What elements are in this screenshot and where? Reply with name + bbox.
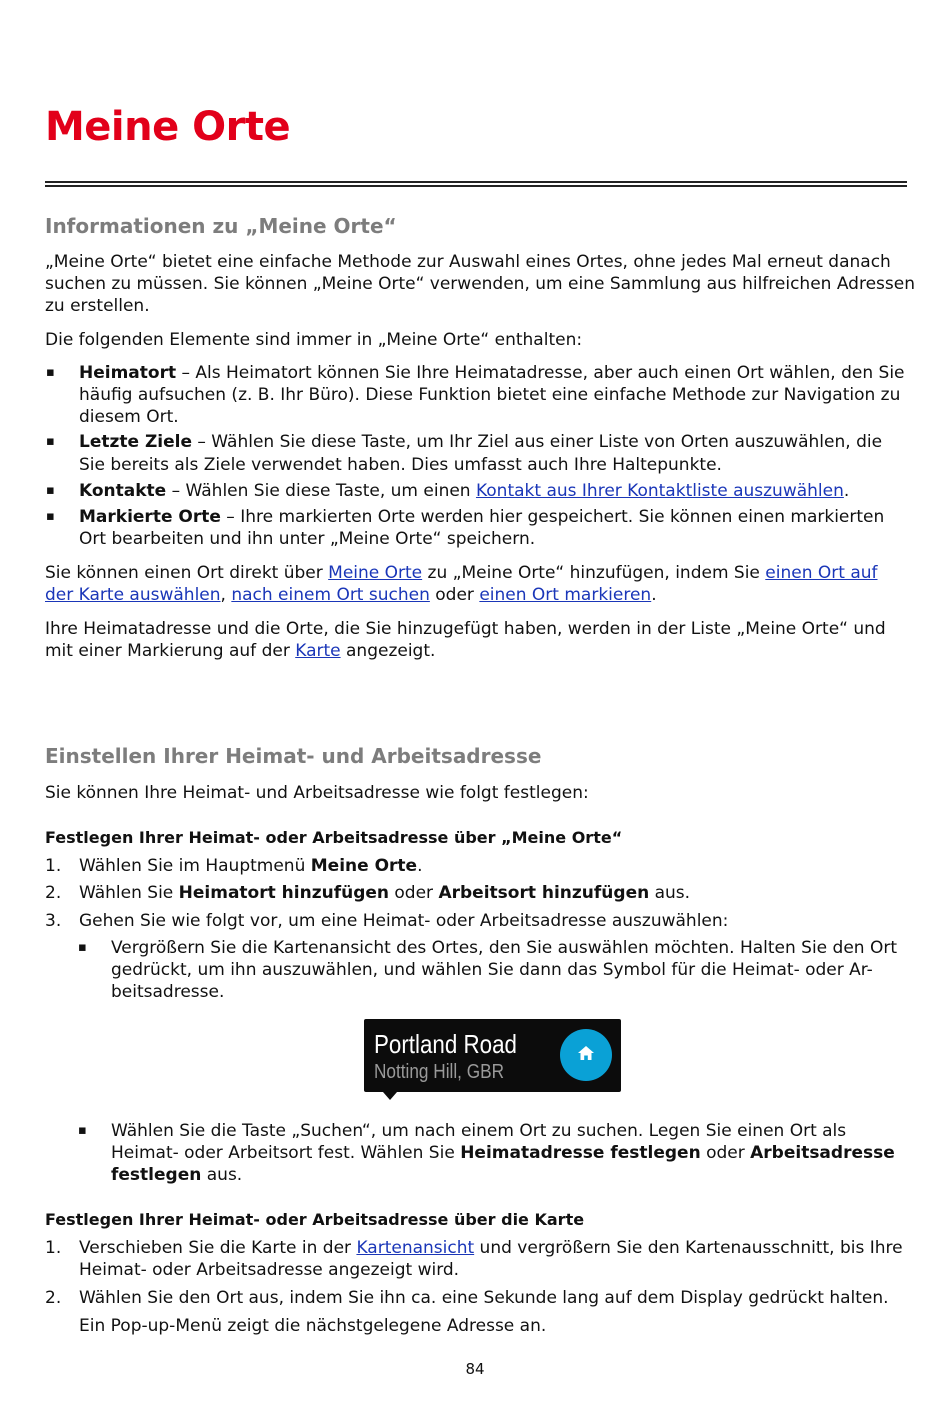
popup-subtitle: Notting Hill, GBR bbox=[374, 1061, 504, 1083]
address-popup bbox=[364, 1019, 621, 1092]
link-ort-markieren[interactable]: einen Ort markieren bbox=[479, 585, 652, 605]
home-button[interactable] bbox=[560, 1029, 612, 1081]
bullet-markierte-orte-line-2: Ort bearbeiten und ihn unter „Meine Orte“ speichern. bbox=[79, 529, 536, 549]
display-paragraph-line-1: Ihre Heimatadresse und die Orte, die Sie hinzugefügt haben, werden in der Liste „Meine Orte“ und bbox=[45, 619, 886, 639]
bullet-marker: ▪ bbox=[46, 365, 55, 380]
home-icon bbox=[576, 1043, 596, 1067]
add-paragraph-line-2: der Karte auswählen, nach einem Ort suchen oder einen Ort markieren. bbox=[45, 585, 657, 605]
bullet-letzte-ziele: Letzte Ziele – Wählen Sie diese Taste, um Ihr Ziel aus einer Liste von Orten auszuwählen, die bbox=[79, 432, 883, 452]
subheading-karte: Festlegen Ihrer Heimat- oder Arbeitsadresse über die Karte bbox=[45, 1210, 585, 1229]
subheading-meine-orte: Festlegen Ihrer Heimat- oder Arbeitsadresse über „Meine Orte“ bbox=[45, 828, 623, 847]
map-step-2-line-2: Ein Pop-up-Menü zeigt die nächstgelegene Adresse an. bbox=[79, 1316, 547, 1336]
popup-title: Portland Road bbox=[374, 1029, 517, 1059]
title-rule-bottom bbox=[45, 185, 907, 187]
bullet-letzte-ziele-line-2: Sie bereits als Ziele verwendet haben. Dies umfasst auch Ihre Haltepunkte. bbox=[79, 455, 722, 475]
sub-bullet-marker: ▪ bbox=[78, 940, 87, 955]
link-kontakt-auswaehlen[interactable]: Kontakt aus Ihrer Kontaktliste auszuwählen bbox=[475, 481, 844, 501]
bullet-term: Markierte Orte bbox=[79, 507, 221, 527]
section2-intro: Sie können Ihre Heimat- und Arbeitsadresse wie folgt festlegen: bbox=[45, 783, 589, 803]
section-heading-info: Informationen zu „Meine Orte“ bbox=[45, 214, 397, 238]
bullet-markierte-orte: Markierte Orte – Ihre markierten Orte werden hier gespeichert. Sie können einen markierten bbox=[79, 507, 885, 527]
sub-bullet-1-line-3: beitsadresse. bbox=[111, 982, 225, 1002]
popup-pointer bbox=[383, 1092, 397, 1100]
intro-line-3: zu erstellen. bbox=[45, 296, 150, 316]
step-2: Wählen Sie Heimatort hinzufügen oder Arbeitsort hinzufügen aus. bbox=[79, 883, 691, 903]
bullet-marker: ▪ bbox=[46, 483, 55, 498]
link-ort-auf-karte-auswaehlen[interactable]: einen Ort auf bbox=[765, 563, 878, 583]
bullet-kontakte: Kontakte – Wählen Sie diese Taste, um einen Kontakt aus Ihrer Kontaktliste auszuwählen. bbox=[79, 481, 850, 501]
sub-bullet-2-line-2: Heimat- oder Arbeitsort fest. Wählen Sie Heimatadresse festlegen oder Arbeitsadresse bbox=[111, 1143, 895, 1163]
bullet-term: Kontakte bbox=[79, 481, 167, 501]
add-paragraph-line-1: Sie können einen Ort direkt über Meine Orte zu „Meine Orte“ hinzufügen, indem Sie einen Ort auf bbox=[45, 563, 878, 583]
section-heading-home-work: Einstellen Ihrer Heimat- und Arbeitsadresse bbox=[45, 744, 542, 768]
sub-bullet-1-line-1: Vergrößern Sie die Kartenansicht des Ortes, den Sie auswählen möchten. Halten Sie den Ort bbox=[111, 938, 898, 958]
link-meine-orte[interactable]: Meine Orte bbox=[328, 563, 423, 583]
bullet-heimatort: Heimatort – Als Heimatort können Sie Ihre Heimatadresse, aber auch einen Ort wählen, den Sie bbox=[79, 363, 905, 383]
map-step-2-line-1: Wählen Sie den Ort aus, indem Sie ihn ca. eine Sekunde lang auf dem Display gedrückt halten. bbox=[79, 1288, 889, 1308]
link-ort-auf-karte-auswaehlen-cont[interactable]: der Karte auswählen bbox=[45, 585, 221, 605]
step-number: 1. bbox=[45, 856, 62, 876]
link-karte[interactable]: Karte bbox=[295, 641, 341, 661]
title-rule-top bbox=[45, 181, 907, 183]
link-ort-suchen[interactable]: nach einem Ort suchen bbox=[231, 585, 430, 605]
intro-line-2: suchen zu müssen. Sie können „Meine Orte“ verwenden, um eine Sammlung aus hilfreichen Adressen bbox=[45, 274, 915, 294]
map-step-1-line-1: Verschieben Sie die Karte in der Kartenansicht und vergrößern Sie den Kartenausschnitt, bis Ihre bbox=[79, 1238, 903, 1258]
bullet-heimatort-line-2: häufig aufsuchen (z. B. Ihr Büro). Diese Funktion bietet eine einfache Methode zur Navigation zu bbox=[79, 385, 901, 405]
step-number: 2. bbox=[45, 1288, 62, 1308]
bullet-marker: ▪ bbox=[46, 434, 55, 449]
bullet-marker: ▪ bbox=[46, 509, 55, 524]
step-number: 1. bbox=[45, 1238, 62, 1258]
bullet-term: Heimatort bbox=[79, 363, 177, 383]
link-kartenansicht[interactable]: Kartenansicht bbox=[356, 1238, 475, 1258]
page-number: 84 bbox=[465, 1360, 485, 1378]
page-title: Meine Orte bbox=[45, 104, 291, 150]
step-number: 3. bbox=[45, 911, 62, 931]
map-step-1-line-2: Heimat- oder Arbeitsadresse angezeigt wird. bbox=[79, 1260, 460, 1280]
bullet-heimatort-line-3: diesem Ort. bbox=[79, 407, 179, 427]
sub-bullet-2-line-1: Wählen Sie die Taste „Suchen“, um nach einem Ort zu suchen. Legen Sie einen Ort als bbox=[111, 1121, 847, 1141]
step-number: 2. bbox=[45, 883, 62, 903]
sub-bullet-marker: ▪ bbox=[78, 1123, 87, 1138]
intro-line-1: „Meine Orte“ bietet eine einfache Methode zur Auswahl eines Ortes, ohne jedes Mal erneut danach bbox=[45, 252, 891, 272]
elements-intro: Die folgenden Elemente sind immer in „Meine Orte“ enthalten: bbox=[45, 330, 583, 350]
step-3: Gehen Sie wie folgt vor, um eine Heimat- oder Arbeitsadresse auszuwählen: bbox=[79, 911, 729, 931]
display-paragraph-line-2: mit einer Markierung auf der Karte angezeigt. bbox=[45, 641, 436, 661]
bullet-term: Letzte Ziele bbox=[79, 432, 192, 452]
sub-bullet-1-line-2: gedrückt, um ihn auszuwählen, und wählen Sie dann das Symbol für die Heimat- oder Ar- bbox=[111, 960, 873, 980]
step-1: Wählen Sie im Hauptmenü Meine Orte. bbox=[79, 856, 423, 876]
sub-bullet-2-line-3: festlegen aus. bbox=[111, 1165, 243, 1185]
